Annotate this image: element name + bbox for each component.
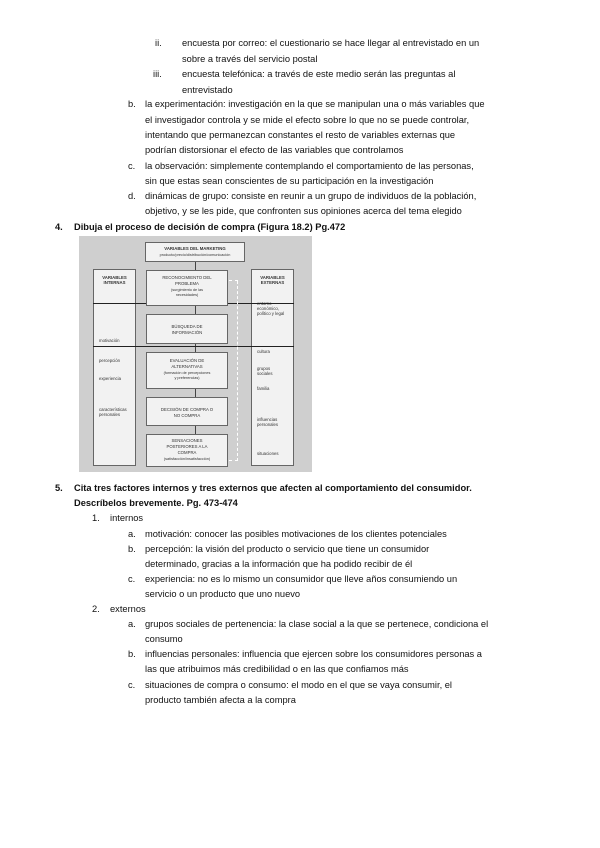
list-marker-d: d.: [128, 191, 136, 201]
externos-a-line1: grupos sociales de pertenencia: la clase social a la que se pertenece, condiciona el: [145, 619, 489, 629]
connector-1-2: [195, 306, 196, 314]
internal-percepcion: percepción: [99, 358, 121, 363]
horizontal-divider-2: [93, 346, 294, 347]
step3-sub1: (formación de percepciones: [163, 371, 211, 375]
list-item-c-line2: sin que estas sean conscientes de su participación en la investigación: [145, 176, 434, 186]
step-alternatives-evaluation: [146, 352, 228, 389]
step4-line1: DECISIÓN DE COMPRA O: [160, 407, 214, 412]
external-title-1: VARIABLES: [260, 275, 285, 280]
list-item-d-line1: dinámicas de grupo: consiste en reunir a un grupo de individuos de la población,: [145, 191, 477, 201]
internos-b-line1: percepción: la visión del producto o servicio que tiene un consumidor: [145, 544, 430, 554]
step-post-purchase: [146, 434, 228, 467]
internal-caracteristicas-2: personales: [99, 412, 121, 417]
externos-c-line1: situaciones de compra o consumo: el modo en el que se vaya consumir, el: [145, 680, 452, 690]
external-entorno-2: económico,: [257, 306, 279, 311]
step5-line2: POSTERIORES A LA: [166, 444, 208, 449]
feedback-dashed-bottom: [229, 460, 238, 461]
list-item-c-line1: la observación: simplemente contemplando el comportamiento de las personas,: [145, 161, 474, 171]
internos-c-line1: experiencia: no es lo mismo un consumidor que lleve años consumiendo un: [145, 574, 458, 584]
internos-label: internos: [110, 513, 144, 523]
external-title-2: EXTERNAS: [260, 280, 285, 285]
list-marker-ii: ii.: [155, 38, 162, 48]
list-item-iii-line1: encuesta telefónica: a través de este medio serán las preguntas al: [182, 69, 456, 79]
step3-line1: EVALUACIÓN DE: [169, 358, 205, 363]
list-item-ii-line2: sobre a través del servicio postal: [182, 54, 318, 64]
question-5-line1: Cita tres factores internos y tres externos que afecten al comportamiento del consumidor.: [74, 483, 472, 493]
externos-b-marker: b.: [128, 649, 136, 659]
internal-experiencia: experiencia: [99, 376, 121, 381]
internos-c-marker: c.: [128, 574, 136, 584]
marketing-variables-subtitle: producto/precio/distribución/comunicación: [159, 253, 231, 257]
connector-4-5: [195, 426, 196, 434]
step-problem-recognition: [146, 270, 228, 306]
step-purchase-decision: [146, 397, 228, 426]
step3-line2: ALTERNATIVAS: [171, 364, 203, 369]
marketing-variables-title: VARIABLES DEL MARKETING: [164, 246, 226, 251]
externos-marker: 2.: [92, 604, 100, 614]
question-4-text: Dibuja el proceso de decisión de compra (Figura 18.2) Pg.472: [74, 222, 346, 232]
list-item-b-line4: podrían distorsionar el efecto de las variables que controlamos: [145, 145, 404, 155]
external-entorno-3: político y legal: [257, 311, 285, 316]
list-item-b-line1: la experimentación: investigación en la que se manipulan una o más variables que: [145, 99, 485, 109]
internos-a-line1: motivación: conocer las posibles motivaciones de los clientes potenciales: [145, 529, 447, 539]
external-familia: familia: [257, 386, 270, 391]
connector-3-4: [195, 389, 196, 397]
step5-sub1: (satisfacción/insatisfacción): [163, 457, 211, 461]
feedback-dashed-line: [237, 281, 238, 461]
external-influencias-1: influencias: [257, 417, 278, 422]
list-item-d-line2: objetivo, y se les pide, que confronten sus opiniones acerca del tema elegido: [145, 206, 462, 216]
list-marker-c: c.: [128, 161, 136, 171]
externos-b-line1: influencias personales: influencia que ejercen sobre los consumidores personas a: [145, 649, 482, 659]
list-item-ii-line1: encuesta por correo: el cuestionario se hace llegar al entrevistado en un: [182, 38, 480, 48]
list-marker-iii: iii.: [153, 69, 162, 79]
external-grupos-2: sociales: [257, 371, 273, 376]
external-variables-column: [251, 269, 294, 466]
list-item-b-line2: el investigador controla y se mide el efecto sobre lo que no se puede controlar,: [145, 115, 470, 125]
step2-line2: INFORMACIÓN: [171, 330, 203, 335]
connector-top: [195, 262, 196, 270]
internos-a-marker: a.: [128, 529, 136, 539]
list-item-b-line3: intentando que permanezcan constantes el resto de variables externas que: [145, 130, 456, 140]
internal-caracteristicas-1: características: [99, 407, 127, 412]
step-information-search: [146, 314, 228, 344]
internal-title-1: VARIABLES: [102, 275, 127, 280]
question-5-line2: Descríbelos brevemente. Pg. 473-474: [74, 498, 238, 508]
internos-c-line2: servicio o un producto que uno nuevo: [145, 589, 301, 599]
externos-label: externos: [110, 604, 146, 614]
question-5-number: 5.: [55, 483, 63, 493]
purchase-decision-figure: [79, 236, 312, 472]
externos-a-marker: a.: [128, 619, 136, 629]
external-influencias-2: personales: [257, 422, 279, 427]
step1-line2: PROBLEMA: [175, 281, 199, 286]
externos-c-marker: c.: [128, 680, 136, 690]
step5-line3: COMPRA: [177, 450, 197, 455]
externos-c-line2: producto también afecta a la compra: [145, 695, 296, 705]
external-grupos-1: grupos: [257, 366, 271, 371]
feedback-dashed-top: [229, 280, 238, 281]
step1-sub1: (surgimiento de las: [170, 288, 204, 292]
internos-b-line2: determinado, gracias a la información que ha podido recibir de él: [145, 559, 413, 569]
internal-title-2: INTERNAS: [103, 280, 126, 285]
externos-b-line2: las que atribuimos más credibilidad o en las que confiamos más: [145, 664, 409, 674]
step2-line1: BÚSQUEDA DE: [171, 324, 203, 329]
internos-marker: 1.: [92, 513, 100, 523]
step5-line1: SENSACIONES: [171, 438, 203, 443]
external-cultura: cultura: [257, 349, 270, 354]
list-item-iii-line2: entrevistado: [182, 85, 233, 95]
external-situaciones: situaciones: [257, 451, 279, 456]
step3-sub2: y preferencias): [174, 376, 200, 380]
internos-b-marker: b.: [128, 544, 136, 554]
internal-variables-column: [93, 269, 136, 466]
step1-sub2: necesidades): [175, 293, 199, 297]
externos-a-line2: consumo: [145, 634, 183, 644]
step1-line1: RECONOCIMIENTO DEL: [162, 275, 212, 280]
list-marker-b: b.: [128, 99, 136, 109]
question-4-number: 4.: [55, 222, 63, 232]
internal-motivacion: motivación: [99, 338, 120, 343]
step4-line2: NO COMPRA: [173, 413, 201, 418]
marketing-variables-box: [145, 242, 245, 262]
